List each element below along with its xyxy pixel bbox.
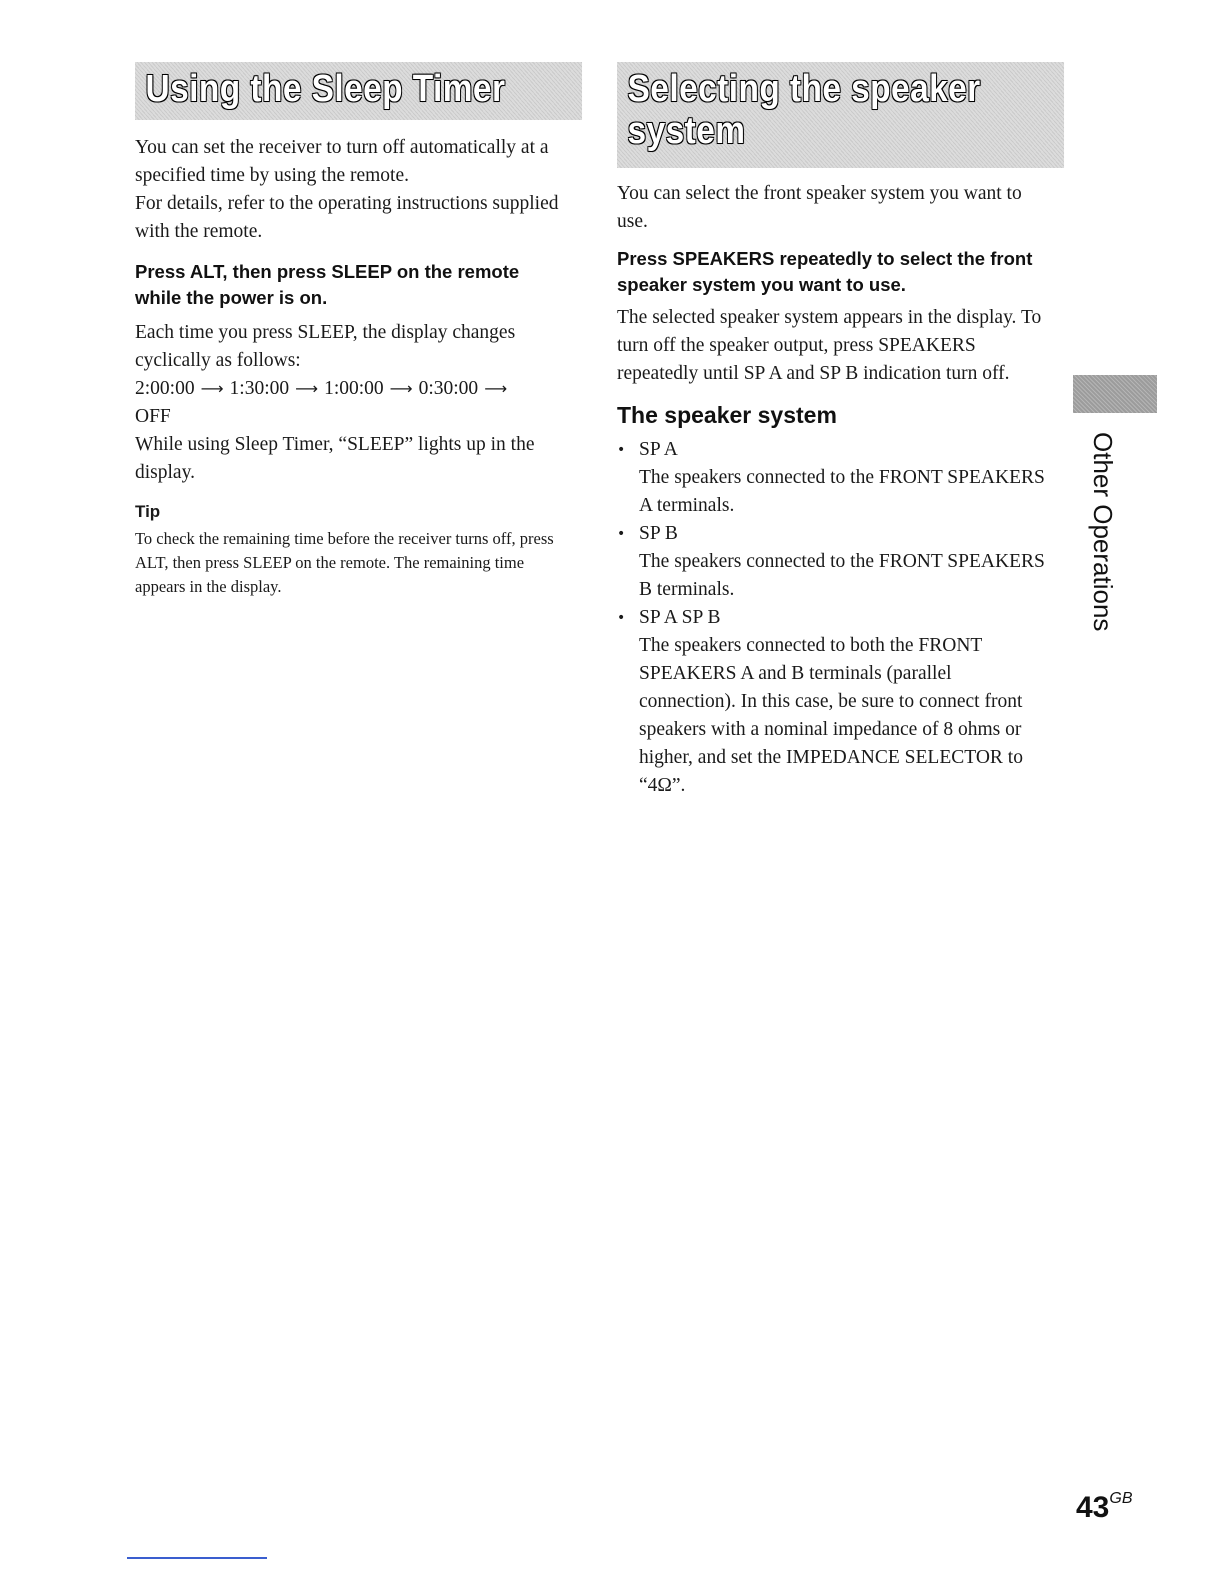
page-number-suffix: GB bbox=[1109, 1490, 1133, 1507]
speaker-system-title-line1: Selecting the speaker bbox=[627, 68, 981, 110]
tip-label: Tip bbox=[135, 502, 161, 521]
sleep-timer-sequence bbox=[135, 375, 565, 431]
speaker-system-intro: You can select the front speaker system you want to use. bbox=[617, 183, 1022, 232]
sequence-step: OFF bbox=[135, 406, 171, 427]
sequence-step: 0:30:00 bbox=[418, 378, 479, 399]
sleep-timer-indicator-note: While using Sleep Timer, “SLEEP” lights up in the display. bbox=[135, 434, 535, 483]
speaker-system-title bbox=[617, 62, 1064, 168]
list-item-desc: The speakers connected to both the FRONT SPEAKERS A and B terminals (parallel connection). In this case, be sure to connect front speakers with a nominal impedance of 8 ohms or higher, and set the IMPEDANCE SELECTOR to “4Ω”. bbox=[639, 635, 1023, 796]
arrow-right-icon: ⟶ bbox=[295, 379, 319, 398]
speaker-system-instruction: Press SPEAKERS repeatedly to select the front speaker system you want to use. bbox=[617, 248, 1033, 295]
footer-rule bbox=[127, 1557, 267, 1559]
tip-text: To check the remaining time before the receiver turns off, press ALT, then press SLEEP on the remote. The remaining time appears in the display. bbox=[135, 529, 554, 596]
sleep-timer-instruction: Press ALT, then press SLEEP on the remote while the power is on. bbox=[135, 261, 520, 308]
speaker-system-list bbox=[617, 436, 1047, 800]
sequence-step: 1:30:00 bbox=[229, 378, 290, 399]
speaker-system-subheading: The speaker system bbox=[617, 402, 837, 428]
sleep-timer-section bbox=[135, 62, 565, 599]
speaker-system-section bbox=[617, 62, 1047, 800]
list-item-label: • SP A bbox=[639, 439, 678, 460]
page-number-value: 43 bbox=[1076, 1491, 1110, 1524]
sleep-timer-intro: You can set the receiver to turn off automatically at a specified time by using the remote. bbox=[135, 137, 549, 186]
section-tab-marker bbox=[1073, 375, 1157, 413]
list-item-desc: The speakers connected to the FRONT SPEAKERS B terminals. bbox=[639, 551, 1045, 600]
sleep-timer-title: Using the Sleep Timer bbox=[135, 62, 582, 120]
list-item-label: • SP A SP B bbox=[639, 607, 721, 628]
arrow-right-icon: ⟶ bbox=[484, 379, 508, 398]
page-number bbox=[1076, 1490, 1133, 1525]
sleep-timer-each-time: Each time you press SLEEP, the display changes cyclically as follows: bbox=[135, 322, 516, 371]
list-item bbox=[617, 604, 1047, 800]
section-tab-label: Other Operations bbox=[1088, 432, 1118, 632]
sleep-timer-details: For details, refer to the operating instructions supplied with the remote. bbox=[135, 193, 559, 242]
sequence-step: 1:00:00 bbox=[324, 378, 384, 399]
arrow-right-icon: ⟶ bbox=[389, 379, 413, 398]
list-item-desc: The speakers connected to the FRONT SPEAKERS A terminals. bbox=[639, 467, 1045, 516]
list-item bbox=[617, 436, 1047, 520]
sequence-step: 2:00:00 bbox=[135, 378, 195, 399]
list-item bbox=[617, 520, 1047, 604]
arrow-right-icon: ⟶ bbox=[200, 379, 224, 398]
list-item-label: • SP B bbox=[639, 523, 678, 544]
speaker-system-description: The selected speaker system appears in the display. To turn off the speaker output, press SPEAKERS repeatedly until SP A and SP B indication turn off. bbox=[617, 307, 1042, 384]
speaker-system-title-line2: system bbox=[627, 110, 746, 152]
